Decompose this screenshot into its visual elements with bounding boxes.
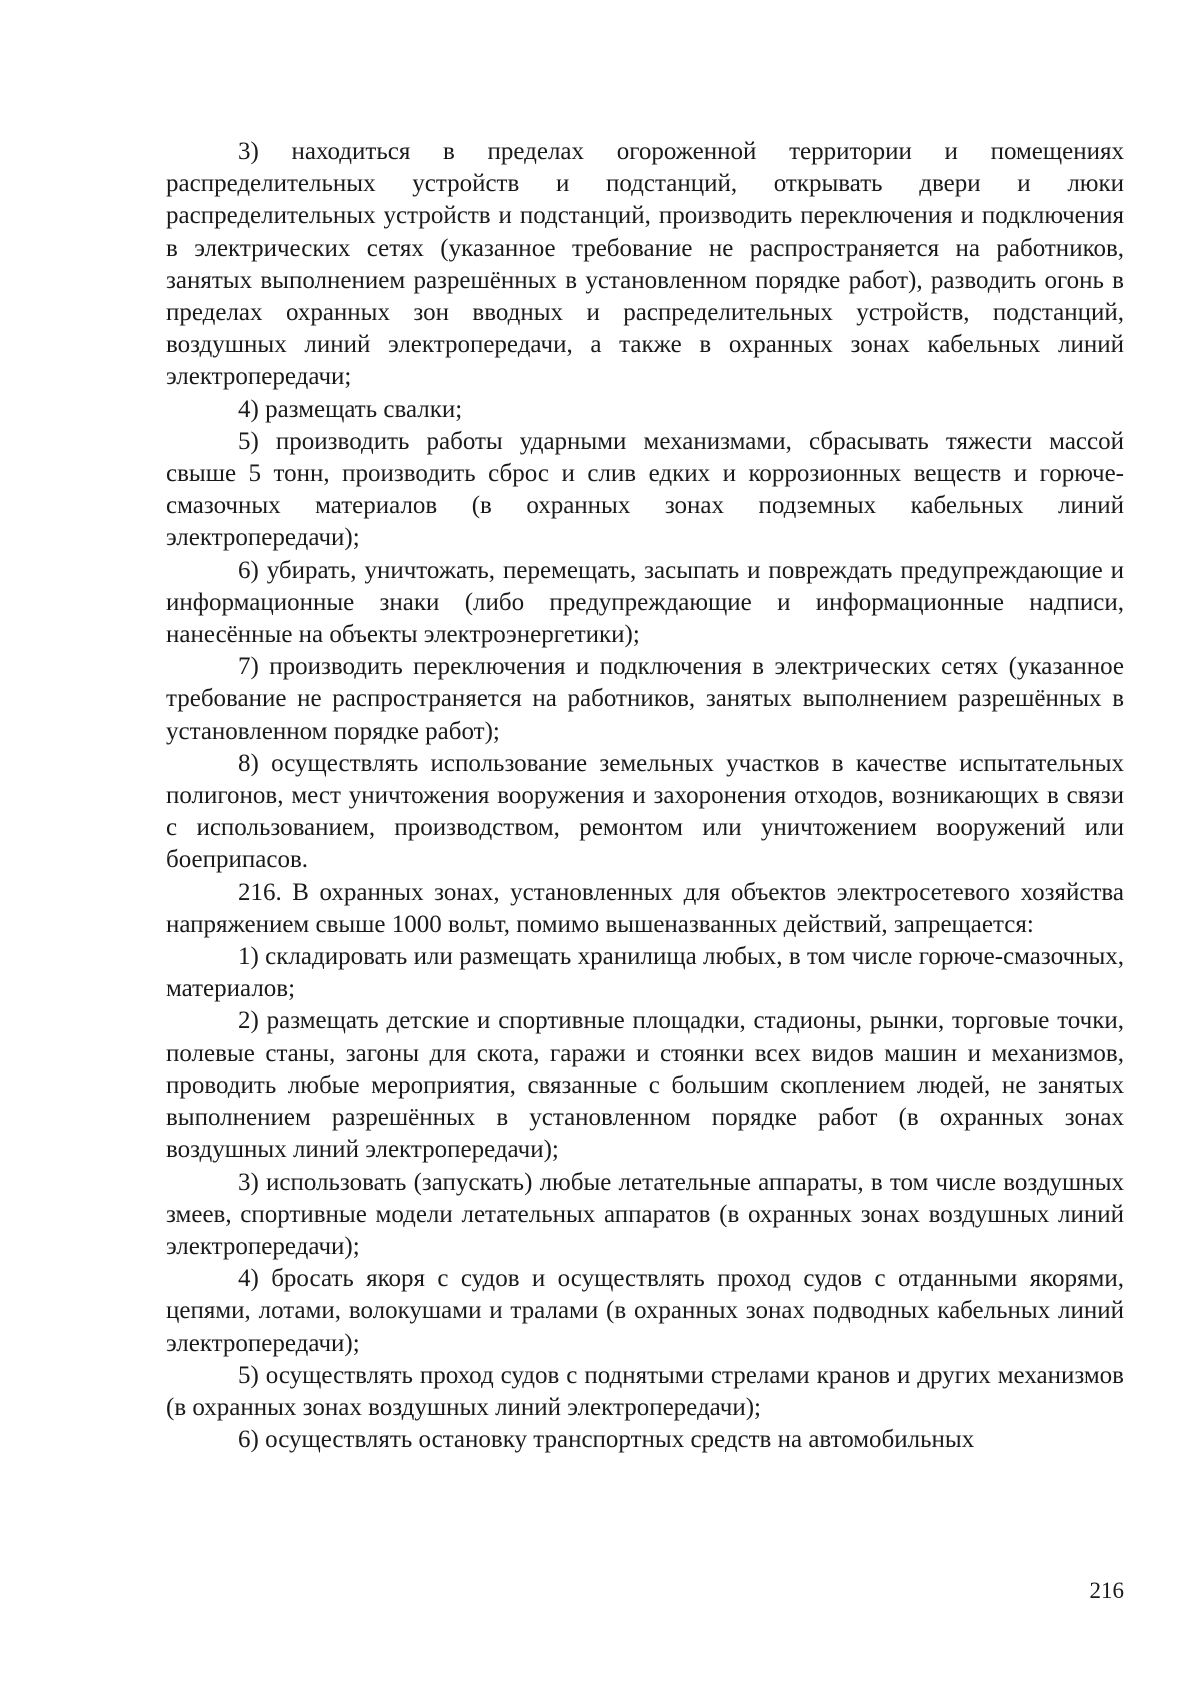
paragraph-item-7: 7) производить переключения и подключения в электрических сетях (указанное требование не распространяется на работников, занятых выполнением разрешённых в установленном порядке работ); <box>166 653 1124 745</box>
page-number: 216 <box>1089 1578 1124 1603</box>
paragraph-subitem-1: 1) складировать или размещать хранилища любых, в том числе горюче-смазочных, материалов; <box>166 943 1124 1003</box>
paragraph-item-4: 4) размещать свалки; <box>238 395 463 423</box>
paragraph-item-5: 5) производить работы ударными механизмами, сбрасывать тяжести массой свыше 5 тонн, производить сброс и слив едких и коррозионных веществ и горюче-смазочных материалов (в охранных зонах подземных кабельных линий электропередачи); <box>166 427 1124 552</box>
paragraph-item-6: 6) убирать, уничтожать, перемещать, засыпать и повреждать предупреждающие и информационные знаки (либо предупреждающие и информационные надписи, нанесённые на объекты электроэнергетики); <box>166 556 1124 649</box>
paragraph-subitem-5: 5) осуществлять проход судов с поднятыми стрелами кранов и других механизмов (в охранных зонах воздушных линий электропередачи); <box>166 1361 1124 1421</box>
paragraph-subitem-3: 3) использовать (запускать) любые летательные аппараты, в том числе воздушных змеев, спортивные модели летательных аппаратов (в охранных зонах воздушных линий электропередачи); <box>166 1168 1124 1260</box>
paragraph-item-8: 8) осуществлять использование земельных участков в качестве испытательных полигонов, мест уничтожения вооружения и захоронения отходов, возникающих в связи с использованием, производством, ремонтом или уничтожением вооружений или боеприпасов. <box>166 749 1124 874</box>
paragraph-clause-216: 216. В охранных зонах, установленных для объектов электросетевого хозяйства напряжением свыше 1000 вольт, помимо вышеназванных действий, запрещается: <box>166 878 1124 938</box>
document-body <box>166 136 1124 1456</box>
paragraph-item-3: 3) находиться в пределах огороженной территории и помещениях распределительных устройств и подстанций, открывать двери и люки распределительных устройств и подстанций, производить переключения и подключения в электрических сетях (указанное требование не распространяется на работников, занятых выполнением разрешённых в установленном порядке работ), разводить огонь в пределах охранных зон вводных и распределительных устройств, подстанций, воздушных линий электропередачи, а также в охранных зонах кабельных линий электропередачи; <box>166 138 1124 391</box>
paragraph-subitem-6: 6) осуществлять остановку транспортных средств на автомобильных <box>238 1426 975 1454</box>
paragraph-subitem-4: 4) бросать якоря с судов и осуществлять проход судов с отданными якорями, цепями, лотами, волокушами и тралами (в охранных зонах подводных кабельных линий электропередачи); <box>166 1265 1124 1357</box>
paragraph-subitem-2: 2) размещать детские и спортивные площадки, стадионы, рынки, торговые точки, полевые станы, загоны для скота, гаражи и стоянки всех видов машин и механизмов, проводить любые мероприятия, связанные с большим скоплением людей, не занятых выполнением разрешённых в установленном порядке работ (в охранных зонах воздушных линий электропередачи); <box>166 1007 1124 1164</box>
